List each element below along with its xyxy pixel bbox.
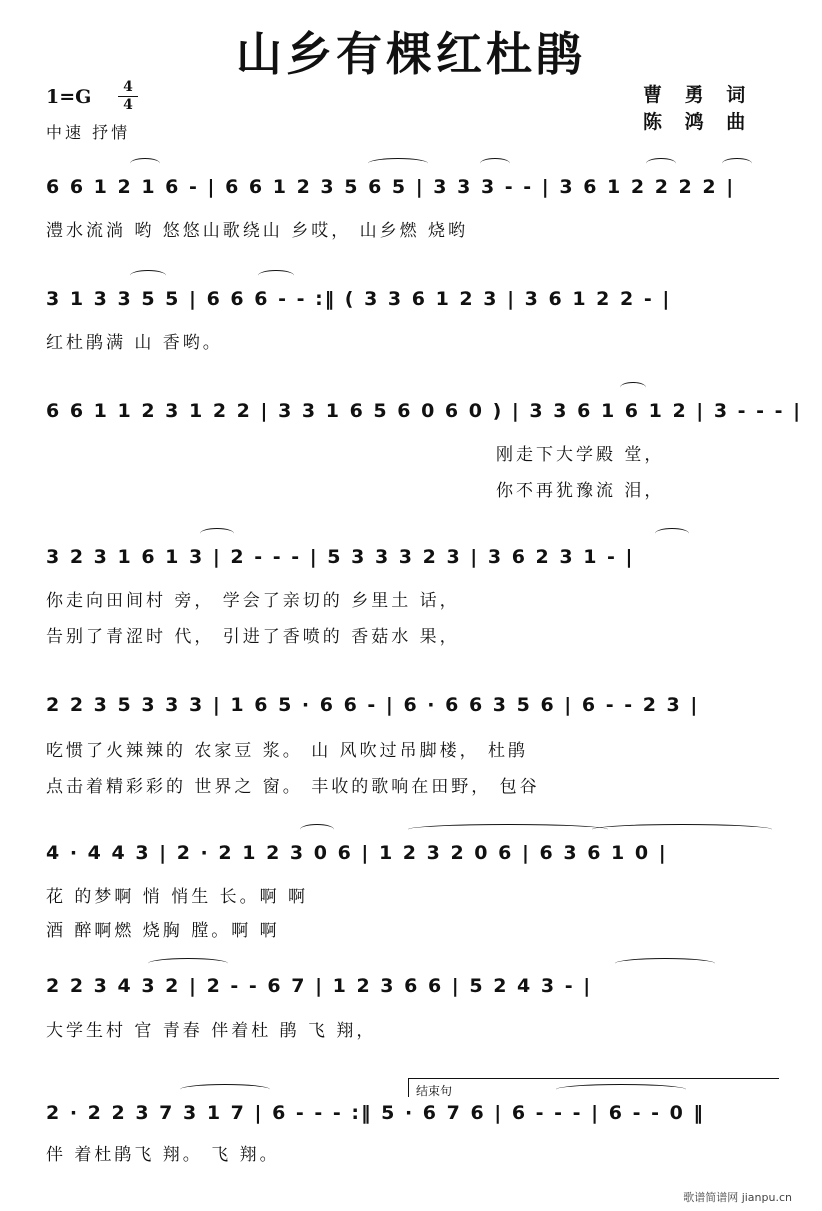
meter-bottom: 4 [123, 97, 133, 113]
slur-mark [200, 528, 234, 539]
slur-mark [130, 270, 166, 281]
notation-row-1: 6 6 1 2 1 6 - | 6 6 1 2 3 5 6 5 | 3 3 3 - - | 3 6 1 2 2 2 2 | [46, 176, 736, 198]
notation-row-6: 4 · 4 4 3 | 2 · 2 1 2 3 0 6 | 1 2 3 2 0 6 | 6 3 6 1 0 | [46, 842, 668, 864]
ending-label: 结束句 [416, 1084, 453, 1098]
song-title: 山乡有棵红杜鹃 [236, 27, 586, 81]
notation-row-7: 2 2 3 4 3 2 | 2 - - 6 7 | 1 2 3 6 6 | 5 2 4 3 - | [46, 975, 593, 997]
time-signature [118, 80, 138, 113]
notation-row-5: 2 2 3 5 3 3 3 | 1 6 5 · 6 6 - | 6 · 6 6 3 5 6 | 6 - - 2 3 | [46, 694, 700, 716]
composer-credit: 陈 鸿 曲 [643, 111, 754, 133]
notation-row-3: 6 6 1 1 2 3 1 2 2 | 3 3 1 6 5 6 0 6 0 ) | 3 3 6 1 6 1 2 | 3 - - - | [46, 400, 803, 422]
lyric-row-4-verse-2: 告别了青涩时 代， 引进了香喷的 香菇水 果， [46, 627, 460, 647]
lyric-row-6-verse-1: 花 的梦啊 悄 悄生 长。啊 啊 [46, 887, 309, 907]
slur-mark [592, 824, 772, 835]
slur-mark [615, 958, 715, 969]
lyric-row-3-verse-1: 刚走下大学殿 堂， [496, 445, 665, 465]
slur-mark [556, 1084, 686, 1095]
slur-mark [258, 270, 294, 281]
lyric-row-3-verse-2: 你不再犹豫流 泪， [496, 481, 665, 501]
slur-mark [655, 528, 689, 539]
lyricist-credit: 曹 勇 词 [643, 84, 754, 106]
slur-mark [646, 158, 676, 169]
slur-mark [408, 824, 608, 835]
lyric-row-5-verse-1: 吃惯了火辣辣的 农家豆 浆。 山 风吹过吊脚楼， 杜鹃 [46, 741, 529, 761]
slur-mark [368, 158, 428, 169]
lyric-row-6-verse-2: 酒 醉啊燃 烧胸 膛。啊 啊 [46, 921, 280, 941]
site-watermark: 歌谱简谱网 jianpu.cn [683, 1191, 792, 1204]
meter-top: 4 [123, 79, 133, 95]
notation-row-4: 3 2 3 1 6 1 3 | 2 - - - | 5 3 3 3 2 3 | 3 6 2 3 1 - | [46, 546, 635, 568]
lyric-row-5-verse-2: 点击着精彩彩的 世界之 窗。 丰收的歌响在田野， 包谷 [46, 777, 540, 797]
lyric-row-2-verse-1: 红杜鹃满 山 香哟。 [46, 333, 223, 353]
notation-row-8: 2 · 2 2 3 7 3 1 7 | 6 - - - :‖ 5 · 6 7 6 | 6 - - - | 6 - - 0 ‖ [46, 1102, 705, 1124]
slur-mark [180, 1084, 270, 1095]
slur-mark [722, 158, 752, 169]
lyric-row-8-verse-1: 伴 着杜鹃飞 翔。 飞 翔。 [46, 1145, 280, 1165]
lyric-row-1-verse-1: 澧水流淌 哟 悠悠山歌绕山 乡哎， 山乡燃 烧哟 [46, 221, 469, 241]
key-signature: 1=G [46, 86, 92, 108]
slur-mark [620, 382, 646, 393]
slur-mark [148, 958, 228, 969]
notation-row-2: 3 1 3 3 5 5 | 6 6 6 - - :‖ ( 3 3 6 1 2 3 | 3 6 1 2 2 - | [46, 288, 672, 310]
lyric-row-4-verse-1: 你走向田间村 旁， 学会了亲切的 乡里土 话， [46, 591, 460, 611]
lyric-row-7-verse-1: 大学生村 官 青春 伴着杜 鹃 飞 翔， [46, 1021, 377, 1041]
tempo-marking: 中速 抒情 [46, 123, 131, 142]
slur-mark [300, 824, 334, 835]
slur-mark [480, 158, 510, 169]
slur-mark [130, 158, 160, 169]
